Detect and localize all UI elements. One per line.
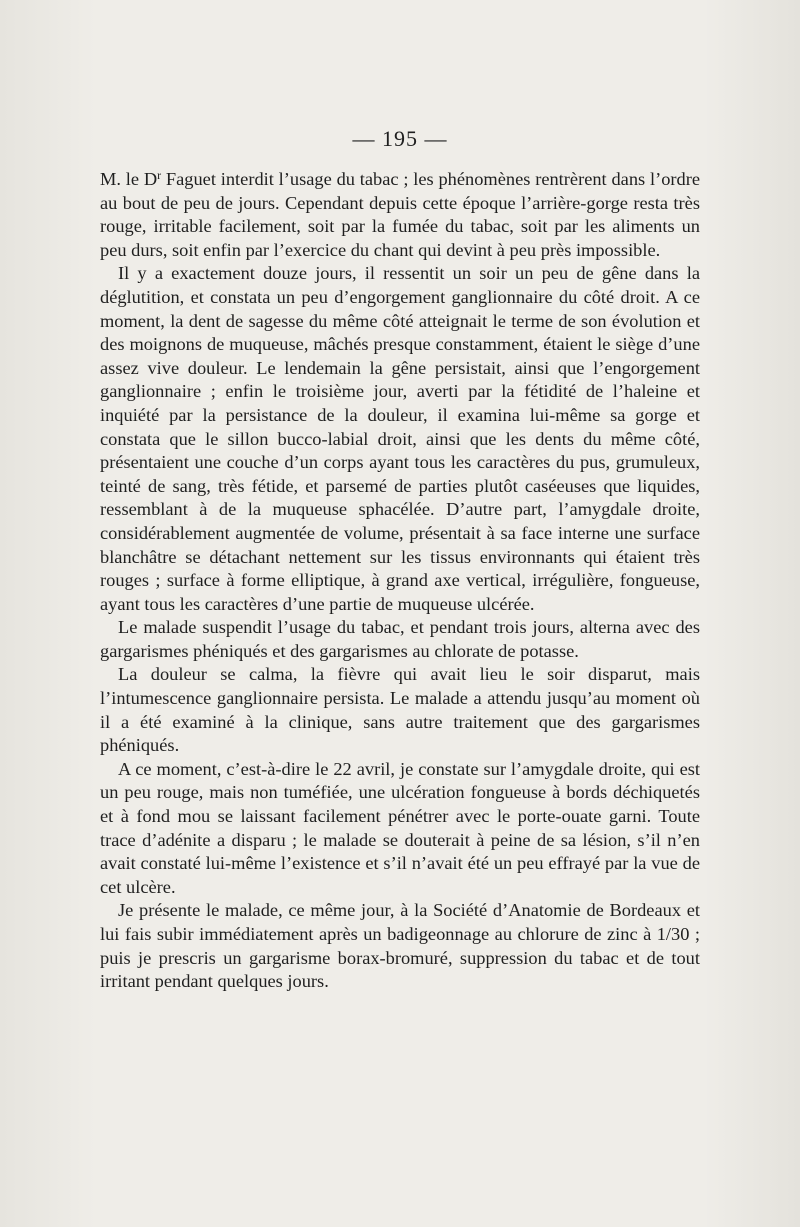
- paragraph-5: A ce moment, c’est-à-dire le 22 avril, je constate sur l’amygdale droite, qui est un peu rouge, mais non tuméfiée, une ulcération fongueuse à bords déchiquetés et à fond mou se laissant facilement pénétrer avec le porte-ouate garni. Toute trace d’adénite a disparu ; le malade se douterait à peine de sa lésion, s’il n’en avait constaté lui-même l’existence et s’il n’avait été un peu effrayé par la vue de cet ulcère.: [100, 758, 700, 897]
- doctor-superscript: r: [157, 168, 162, 182]
- paragraph-1-before: M. le D: [100, 169, 158, 189]
- paragraph-1-after: Faguet interdit l’usage du tabac ; les phénomènes rentrèrent dans l’ordre au bout de peu de jours. Cependant depuis cette époque l’arrière-gorge resta très rouge, irritable facilement, soit par la fumée du tabac, soit par les aliments un peu durs, soit enfin par l’exercice du chant qui devint à peu près impossible.: [100, 169, 701, 260]
- paragraph-4: La douleur se calma, la fièvre qui avait lieu le soir disparut, mais l’intumescence ganglionnaire persista. Le malade a attendu jusqu’au moment où il a été examiné à la clinique, sans autre traitement que des gargarismes phéniqués.: [100, 664, 700, 756]
- body-text: [100, 168, 700, 994]
- page-number: — 195 —: [352, 126, 448, 151]
- paragraph-3: Le malade suspendit l’usage du tabac, et pendant trois jours, alterna avec des gargarismes phéniqués et des gargarismes au chlorate de potasse.: [100, 617, 700, 661]
- paragraph-2: Il y a exactement douze jours, il ressentit un soir un peu de gêne dans la déglutition, et constata un peu d’engorgement ganglionnaire du côté droit. A ce moment, la dent de sagesse du même côté atteignait le terme de son évolution et des moignons de muqueuse, mâchés presque constamment, étaient le siège d’une assez vive douleur. Le lendemain la gêne persistait, ainsi que l’engorgement ganglionnaire ; enfin le troisième jour, averti par la fétidité de l’haleine et inquiété par la persistance de la douleur, il examina lui-même sa gorge et constata que le sillon bucco-labial droit, ainsi que les dents du même côté, présentaient une couche d’un corps ayant tous les caractères du pus, grumuleux, teinté de sang, très fétide, et parsemé de parties plutôt caséeuses que liquides, ressemblant à de la muqueuse sphacélée. D’autre part, l’amygdale droite, considérablement augmentée de volume, présentait à sa face interne une surface blanchâtre se détachant nettement sur les tissus environnants qui étaient très rouges ; surface à forme elliptique, à grand axe vertical, irrégulière, fongueuse, ayant tous les caractères d’une partie de muqueuse ulcérée.: [100, 263, 700, 614]
- paragraph-6: Je présente le malade, ce même jour, à la Société d’Anatomie de Bordeaux et lui fais subir immédiatement après un badigeonnage au chlorure de zinc à 1/30 ; puis je prescris un gargarisme borax-bromuré, suppression du tabac et de tout irritant pendant quelques jours.: [100, 900, 700, 992]
- paragraph-1: [100, 168, 700, 262]
